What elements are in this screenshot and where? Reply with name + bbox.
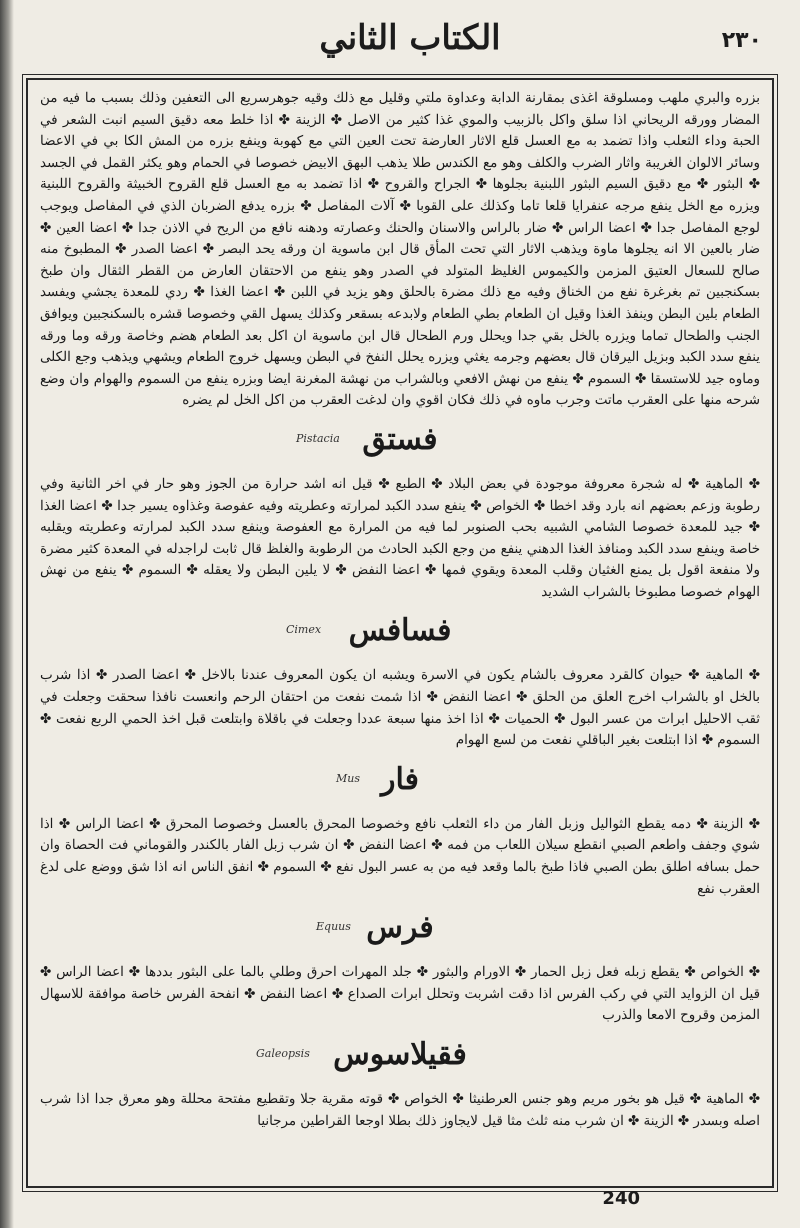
section-paragraph: ✤ الزينة ✤ دمه يقطع الثواليل وزبل الفار من داء الثعلب نافع وخصوصا المحرق بالعسل وخصوصا المحرق ✤ اعضا الراس ✤ اذا شوي وجفف واطعم الصبي انقطع سيلان اللعاب من فمه ✤ اعضا النفض ✤ ان شرب زبل الفار بالكندر والقوماني فت الحصاة وان حمل بسافه اطلق بطن الصبي فاذا طبخ بالما وقعد فيه من به عسر البول نفع ✤ السموم ✤ انفق الناس انه اذا شق ووضع على لدغ العقرب نفع xyxy=(40,816,760,897)
intro-paragraph: بزره والبري ملهب ومسلوقة اغذى بمقارنة الدابة وعداوة ملتي وقليل مع ذلك وقيه جوهرسريع الى التعفين وذلك بسبب ما فيه من المضار وورقه الريحاني اذا سلق واكل بالزبيب والموي غذا كثير من الاصل ✤ الزينة ✤ اذا خلط معه دقيق السيم انبت الشعر في الحبة وداء الثعلب واذا تضمد به مع العسل قلع الاثار العارضة تحت العين التي مع كهوبة وينفع بزره من المش الكا بي في الاعضا وسائر الالوان الغريبة واثار الضرب والكلف وهو مع الكندس طلا يذهب البهق الابيض خصوصا في الحمام وهو يكثر القمل في الجسد ✤ البثور ✤ مع دقيق السيم البثور اللبنية بجلوها ✤ الجراح والقروح ✤ اذا تضمد به مع العسل قلع القروح الخبيثة والقروح اللبنية ويزره مع الخل ينفع مرجه عنفرايا قلعا تاما وكذلك على القوبا ✤ آلات المفاصل ✤ بزره يدفع الضربان الذي في المفاصل ويوجب لوجع المفاصل جدا ✤ اعضا الراس ✤ ضار بالراس والاسنان والحنك وعصارته ودهنه نافع من الريح في الاذن جدا ✤ اعضا العين ✤ ضار بالعين الا انه يجلوها ماوة ويذهب الاثار التي تحت المأق قال ابن ماسوية ان ورقه يحد البصر ✤ اعضا الصدر ✤ المطبوخ منه صالح للسعال العتيق المزمن والكيموس الغليظ المتولد في الصدر وهو ينفع من الاحتقان العارض من القطر الثقال وان طبخ بسكنجبين تم بغرغرة نفع من الخناق وفيه مع ذلك مضرة بالحلق وهو يزيد في اللبن ✤ اعضا الغذا ✤ ردي للمعدة يجشي ويفسد الطعام بلين البطن وينفذ الغذا وقيل ان الطعام بطي الطعام ولابدعه بسقعر وكذلك يسهل القي وخصوصا قشره بالسكنجبين ويوافق الجنب والطحال تماما ويزره بالخل بقي جدا ويحلل ورم الطحال قال ابن ماسوية ان اكل بعد الطعام هضم وخاصة ورقه وما ورقه ينفع سدد الكبد وبزيل اليرقان قال بعضهم وجرمه يغثي ويزره يحلل النفخ في البطن ويسهل خروج الطعام ويشهي ويذهب وجع الكلى وماوه جيد للاستسقا ✤ السموم ✤ ينفع من نهش الافعي وبالشراب من نهشة المغرنة ايضا وبزره ينفع من السموم والهوام وان وضع شرحه منها على العقرب ماتت وجرب ماوه في ذلك فكان اقوي وان لدغت العقرب من اكل الخل لم يضره xyxy=(40,91,760,409)
latin-gloss: Galeopsis xyxy=(256,1047,310,1060)
section-title: فار xyxy=(381,761,419,797)
page-number-latin: 240 xyxy=(602,1188,640,1209)
section-paragraph: ✤ الخواص ✤ يقطع زبله فعل زبل الحمار ✤ الاورام والبثور ✤ جلد المهرات احرق وطلي بالما على البثور بددها ✤ اعضا الراس ✤ قيل ان الزوايد التي في ركب الفرس اذا دقت اشربت وتحلل ابرات الصداع ✤ اعضا النفض ✤ انفحة الفرس خاصة موافقة للاسهال المزمن وقروح الامعا والذرب xyxy=(40,965,760,1024)
section-heading-horse xyxy=(36,910,764,956)
section-heading-bedbug xyxy=(36,613,764,659)
main-text xyxy=(36,88,764,1178)
section-heading-mouse xyxy=(36,762,764,808)
latin-gloss: Equus xyxy=(316,920,351,934)
page-header xyxy=(40,14,780,74)
section-paragraph: ✤ الماهية ✤ حيوان كالقرد معروف بالشام يكون في الاسرة ويشبه ان يكون المعروف عندنا بالاخل ✤ اعضا الصدر ✤ اذا شرب بالخل او بالشراب اخرج العلق من الحلق ✤ اعضا النفض ✤ اذا شمت نفعت من احتقان الرحم وانعست نافذا سحقت وجعلت في ثقب الاحليل ابرات من عسر البول ✤ الحميات ✤ اذا اخذ منها سبعة عددا وجعلت في باقلاة وابتلعت قبل اخذ الحمي الربع نفعت ✤ السموم ✤ اذا ابتلعت بغير الباقلي نفعت من لسع الهوام xyxy=(40,668,760,749)
latin-gloss: Cimex xyxy=(286,623,322,637)
section-paragraph: ✤ الماهية ✤ له شجرة معروفة موجودة في بعض البلاد ✤ الطبع ✤ قيل انه اشد حرارة من الجوز وهو حار في اخر الثانية وفي رطوبة وزعم بعضهم انه بارد وقد اخطا ✤ الخواص ✤ ينفع سدد الكبد لمرارته وعطريته وفيه عفوصة وغذاوه يسير جدا ✤ اعضا الغذا ✤ جيد للمعدة خصوصا الشامي الشبيه بحب الصنوبر لما فيه من المرارة مع العفوصة وينفع سدد الكبد لمرارته وعطريته ويقلبه خاصة وينفع سدد الكبد ومنافذ الغذا الدهني ينفع من وجع الكبد الحادث من الرطوبة والغلظ قال ثابت لراجدله في المعدة كثير مضرة ولا منفعة اقول بل يمنع الغثيان وقلب المعدة ويقوي فمها ✤ اعضا النفض ✤ لا يلين البطن ولا يعقله ✤ السموم ✤ ينفع من نهش الهوام خصوصا مطبوخا بالشراب الشديد xyxy=(40,476,760,600)
binding-gutter xyxy=(0,0,14,1228)
section-paragraph: ✤ الماهية ✤ قيل هو بخور مريم وهو جنس العرطنيثا ✤ الخواص ✤ قوته مقرية جلا وتقطيع مفتحة محللة وهو معرق جدا اذا شرب اصله وبسدر ✤ الزينة ✤ ان شرب منه ثلث مثا قيل لايجاوز ذلك بطلا اوجعا القراطين مرجانيا xyxy=(40,1092,760,1129)
section-title: فسافس xyxy=(348,613,452,649)
latin-gloss: Pistacia xyxy=(296,431,340,445)
latin-gloss: Mus xyxy=(336,771,360,785)
running-title: الكتاب الثاني xyxy=(319,18,501,58)
section-heading-galeopsis xyxy=(36,1037,764,1083)
section-title: فستق xyxy=(362,421,438,457)
section-title: فرس xyxy=(366,910,434,946)
section-title: فقيلاسوس xyxy=(333,1037,467,1072)
page-number-arabic: ٢٣٠ xyxy=(721,28,762,53)
section-heading-pistachio xyxy=(36,422,764,468)
